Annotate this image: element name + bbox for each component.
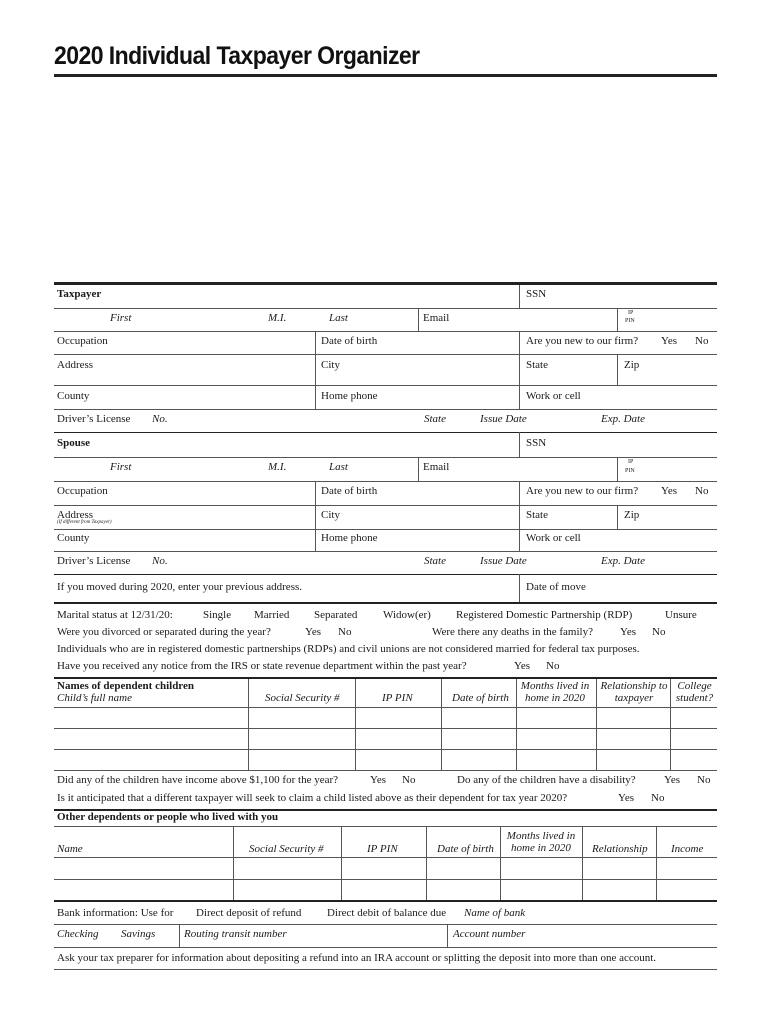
irs-notice-question: Have you received any notice from the IRS or state revenue department within the past year? [57,660,467,672]
table-row[interactable] [54,749,717,750]
divorced-question: Were you divorced or separated during the year? [57,626,271,638]
bank-use-for-label: Bank information: Use for [57,907,174,919]
spouse-address-note: (If different from Taxpayer) [57,520,112,525]
spouse-dl-state-field[interactable]: State [424,555,446,567]
children-ippin-col: IP PIN [382,692,413,704]
account-number-field[interactable]: Account number [453,928,526,940]
deaths-yes[interactable]: Yes [620,626,637,638]
taxpayer-work-cell-field[interactable]: Work or cell [526,390,581,402]
divorced-yes[interactable]: Yes [305,626,322,638]
claim-yes[interactable]: Yes [618,792,635,804]
spouse-dob-field[interactable]: Date of birth [321,485,378,497]
taxpayer-city-field[interactable]: City [321,359,340,371]
children-header: Names of dependent children [57,680,194,692]
taxpayer-dl-exp-field[interactable]: Exp. Date [601,413,645,425]
taxpayer-email-field[interactable]: Email [423,312,450,324]
marital-widow-option[interactable]: Widow(er) [383,609,431,621]
claim-question: Is it anticipated that a different taxpayer will seek to claim a child listed above as their dependent for tax year 2020? [57,792,568,804]
spouse-new-no[interactable]: No [695,485,709,497]
children-relationship-col: Relationship to taxpayer [600,680,668,704]
taxpayer-state-field[interactable]: State [526,359,548,371]
bank-name-field[interactable]: Name of bank [464,907,526,919]
other-deps-ssn-col: Social Security # [249,843,324,855]
disability-question: Do any of the children have a disability? [457,774,636,786]
spouse-dl-label: Driver’s License [57,555,131,567]
spouse-dl-issue-field[interactable]: Issue Date [480,555,527,567]
children-months-col: Months lived in home in 2020 [520,680,590,704]
taxpayer-occupation-field[interactable]: Occupation [57,335,108,347]
taxpayer-dl-number-field[interactable]: No. [152,413,168,425]
taxpayer-dob-field[interactable]: Date of birth [321,335,378,347]
taxpayer-dl-issue-field[interactable]: Issue Date [480,413,527,425]
irs-notice-no[interactable]: No [546,660,560,672]
taxpayer-pin-field[interactable]: PIN [625,318,635,324]
title-rule [54,74,717,77]
other-deps-months-col: Months lived in home in 2020 [506,830,576,854]
routing-number-field[interactable]: Routing transit number [184,928,287,940]
taxpayer-new-no[interactable]: No [695,335,709,347]
spouse-state-field[interactable]: State [526,509,548,521]
taxpayer-dl-label: Driver’s License [57,413,131,425]
spouse-ip-label: IP [628,459,634,465]
spouse-zip-field[interactable]: Zip [624,509,640,521]
savings-option[interactable]: Savings [121,928,156,940]
deaths-question: Were there any deaths in the family? [432,626,593,638]
spouse-pin-field[interactable]: PIN [625,468,635,474]
direct-deposit-option[interactable]: Direct deposit of refund [196,907,302,919]
bank-note: Ask your tax preparer for information about depositing a refund into an IRA account or splitting the deposit into more than one account. [57,952,657,964]
deaths-no[interactable]: No [652,626,666,638]
marital-status-label: Marital status at 12/31/20: [57,609,173,621]
spouse-email-field[interactable]: Email [423,461,450,473]
other-deps-dob-col: Date of birth [437,843,494,855]
disability-yes[interactable]: Yes [664,774,681,786]
disability-no[interactable]: No [697,774,711,786]
marital-single-option[interactable]: Single [203,609,232,621]
taxpayer-first-field[interactable]: First [110,312,132,324]
child-income-no[interactable]: No [402,774,416,786]
claim-no[interactable]: No [651,792,665,804]
table-row[interactable] [54,857,717,858]
spouse-occupation-field[interactable]: Occupation [57,485,108,497]
taxpayer-ssn-field[interactable]: SSN [526,288,547,300]
children-name-col: Child’s full name [57,692,132,704]
other-deps-relationship-col: Relationship [592,843,648,855]
page-title: 2020 Individual Taxpayer Organizer [54,42,420,70]
spouse-header: Spouse [57,437,91,449]
other-deps-header: Other dependents or people who lived with you [57,811,279,823]
spouse-city-field[interactable]: City [321,509,340,521]
children-dob-col: Date of birth [452,692,509,704]
spouse-dl-number-field[interactable]: No. [152,555,168,567]
spouse-last-field[interactable]: Last [329,461,348,473]
taxpayer-last-field[interactable]: Last [329,312,348,324]
spouse-work-cell-field[interactable]: Work or cell [526,532,581,544]
other-deps-name-col: Name [57,843,83,855]
date-of-move-field[interactable]: Date of move [526,581,586,593]
table-row[interactable] [54,728,717,729]
marital-married-option[interactable]: Married [254,609,290,621]
marital-rdp-option[interactable]: Registered Domestic Partnership (RDP) [456,609,633,621]
taxpayer-header: Taxpayer [57,288,102,300]
child-income-yes[interactable]: Yes [370,774,387,786]
spouse-new-yes[interactable]: Yes [661,485,678,497]
taxpayer-address-field[interactable]: Address [57,359,94,371]
spouse-address-field[interactable]: Address [57,509,94,521]
spouse-new-question: Are you new to our firm? [526,485,639,497]
section-rule [54,282,717,285]
child-income-question: Did any of the children have income above $1,100 for the year? [57,774,339,786]
spouse-first-field[interactable]: First [110,461,132,473]
taxpayer-dl-state-field[interactable]: State [424,413,446,425]
previous-address-field[interactable]: If you moved during 2020, enter your previous address. [57,581,303,593]
divorced-no[interactable]: No [338,626,352,638]
spouse-dl-exp-field[interactable]: Exp. Date [601,555,645,567]
taxpayer-county-field[interactable]: County [57,390,90,402]
spouse-home-phone-field[interactable]: Home phone [321,532,378,544]
taxpayer-mi-field[interactable]: M.I. [268,312,287,324]
taxpayer-home-phone-field[interactable]: Home phone [321,390,378,402]
spouse-county-field[interactable]: County [57,532,90,544]
spouse-ssn-field[interactable]: SSN [526,437,547,449]
children-college-col: College student? [675,680,714,704]
spouse-mi-field[interactable]: M.I. [268,461,287,473]
taxpayer-new-yes[interactable]: Yes [661,335,678,347]
taxpayer-ip-label: IP [628,310,634,316]
children-ssn-col: Social Security # [265,692,340,704]
marital-separated-option[interactable]: Separated [314,609,358,621]
checking-option[interactable]: Checking [57,928,99,940]
irs-notice-yes[interactable]: Yes [514,660,531,672]
other-deps-ippin-col: IP PIN [367,843,398,855]
taxpayer-new-question: Are you new to our firm? [526,335,639,347]
rdp-note: Individuals who are in registered domestic partnerships (RDPs) and civil unions are not considered married for federal tax purposes. [57,643,640,655]
marital-unsure-option[interactable]: Unsure [665,609,697,621]
taxpayer-zip-field[interactable]: Zip [624,359,640,371]
table-row[interactable] [54,879,717,880]
direct-debit-option[interactable]: Direct debit of balance due [327,907,447,919]
other-deps-income-col: Income [671,843,704,855]
